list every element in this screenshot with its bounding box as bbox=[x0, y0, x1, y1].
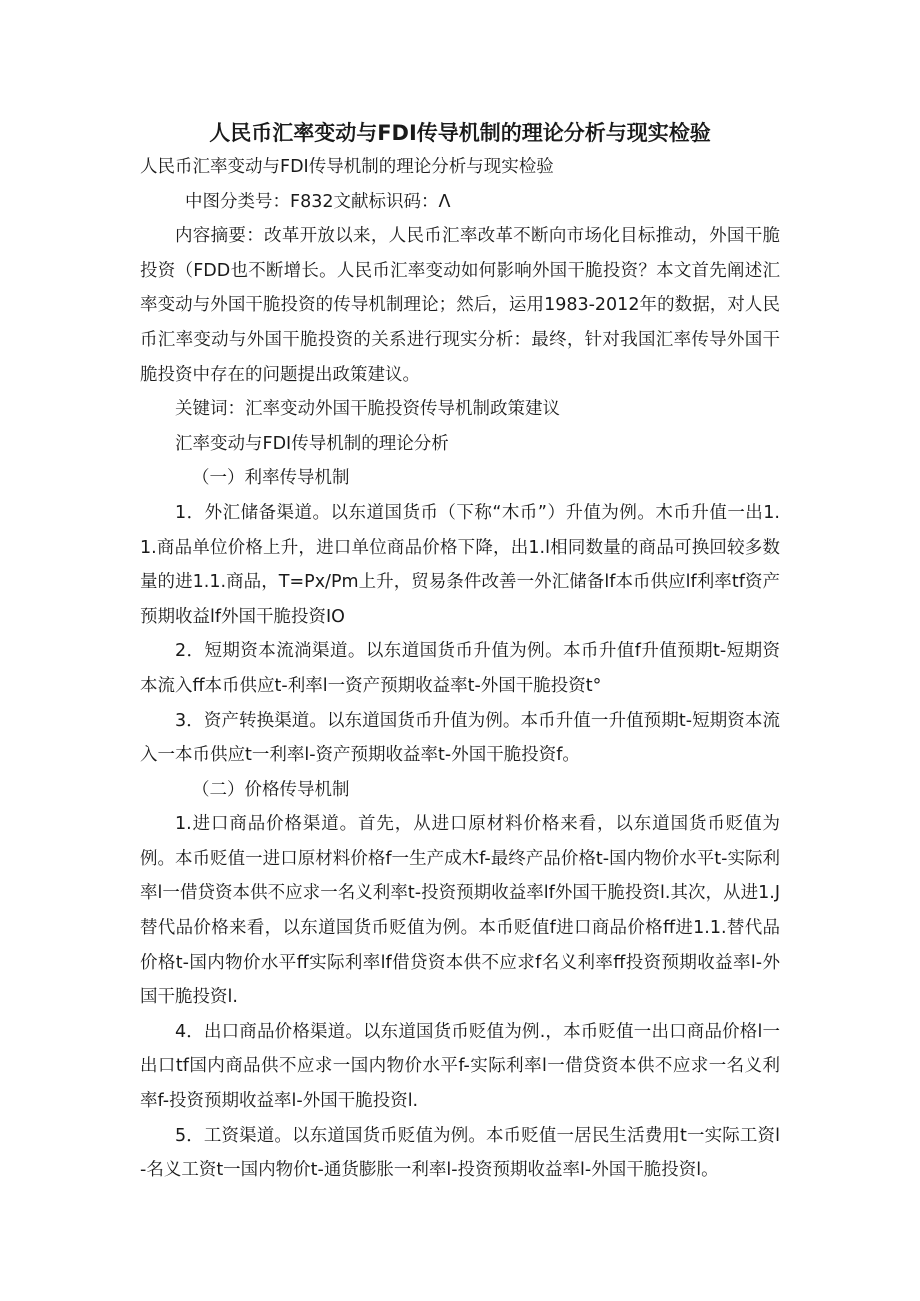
paragraph-price-4: 4．出口商品价格渠道。以东道国货币贬值为例.，本币贬值一出口商品价格l一出口tf国内商品供不应求一国内物价水平f-实际利率l一借贷资本供不应求一名义利率f-投资预期收益率l-外国干脆投资l. bbox=[140, 1021, 780, 1112]
subtitle-paragraph: 人民币汇率变动与FDI传导机制的理论分析与现实检验 bbox=[140, 157, 554, 177]
keywords-line: 关键词：汇率变动外国干脆投资传导机制政策建议 bbox=[175, 399, 560, 420]
document-body bbox=[140, 150, 780, 1188]
subsection-heading-price: （二）价格传导机制 bbox=[192, 779, 350, 800]
subsection-heading-interest: （一）利率传导机制 bbox=[192, 468, 350, 489]
paragraph-price-1: 1.进口商品价格渠道。首先，从进口原材料价格来看，以东道国货币贬值为例。本币贬值一进口原材料价格f一生产成木f-最终产品价格t-国内物价水平t-实际利率l一借贷资本供不应求一名义利率t-投资预期收益率lf外国干脆投资l.其次，从进1.J替代品价格来看，以东道国货币贬值为例。本币贬值f进口商品价格ff进1.1.替代品价格t-国内物价水平ff实际利率lf借贷资本供不应求f名义利率ff投资预期收益率l-外国干脆投资l. bbox=[140, 814, 780, 1008]
abstract-paragraph: 内容摘要：改革开放以来，人民币汇率改革不断向市场化目标推动，外国干脆投资（FDD也不断增长。人民币汇率变动如何影响外国干脆投资？本文首先阐述汇率变动与外国干脆投资的传导机制理论；然后，运用1983-2012年的数据，对人民币汇率变动与外国干脆投资的关系进行现实分析：最终，针对我国汇率传导外国干脆投资中存在的问题提出政策建议。 bbox=[140, 226, 780, 385]
paragraph-item-3: 3．资产转换渠道。以东道国货币升值为例。本币升值一升值预期t-短期资本流入一本币供应t一利率l-资产预期收益率t-外国干脆投资f。 bbox=[140, 710, 780, 766]
section-heading: 汇率变动与FDI传导机制的理论分析 bbox=[175, 433, 449, 454]
paragraph-price-5: 5．工资渠道。以东道国货币贬值为例。本币贬值一居民生活费用t一实际工资l-名义工资t一国内物价t-通货膨胀一利率l-投资预期收益率l-外国干脆投资l。 bbox=[140, 1125, 780, 1181]
paragraph-item-1: 1．外汇储备渠道。以东道国货币（下称“木币”）升值为例。木币升值一出1.1.商品单位价格上升，进口单位商品价格下降，出1.l相同数量的商品可换回较多数量的进1.1.商品，T=Px/Pm上升，贸易条件改善一外汇储备lf本币供应lf利率tf资产预期收益lf外国干脆投资IO bbox=[140, 502, 780, 627]
paragraph-item-2: 2．短期资本流淌渠道。以东道国货币升值为例。本币升值f升值预期t-短期资本流入ff本币供应t-利率l一资产预期收益率t-外国干脆投资t° bbox=[140, 641, 780, 696]
document-title: 人民币汇率变动与FDI传导机制的理论分析与现实检验 bbox=[209, 121, 711, 145]
classification-line: 中图分类号：F832文献标识码：Λ bbox=[185, 191, 451, 212]
